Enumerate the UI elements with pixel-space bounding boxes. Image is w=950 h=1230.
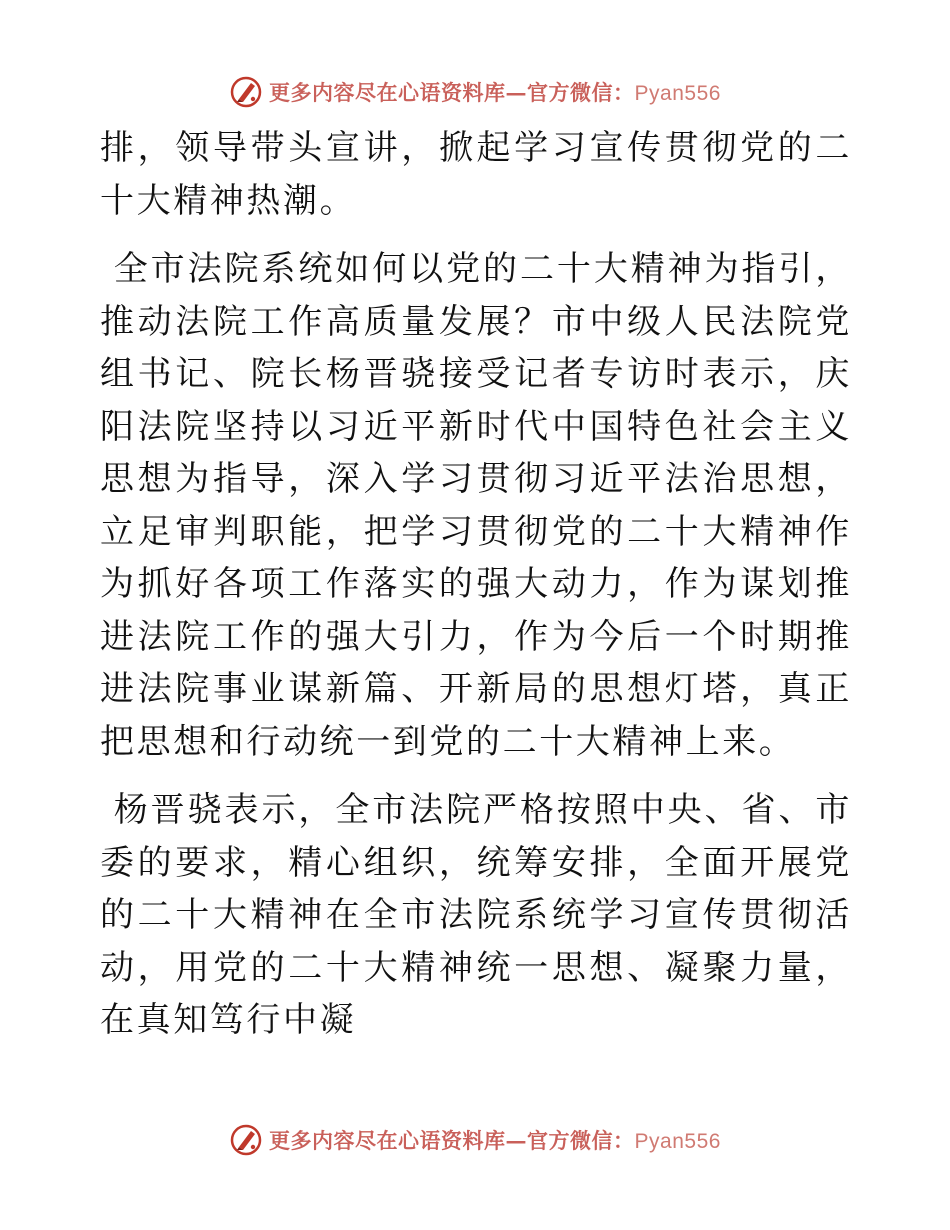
watermark-text [269,1125,721,1155]
pen-logo-icon [229,75,263,109]
pen-logo-icon [229,1123,263,1157]
watermark-text [269,77,721,107]
watermark-wechat-label: 官方微信： [527,80,635,105]
watermark-dash: — [505,80,528,105]
paragraph-3: 杨晋骁表示，全市法院严格按照中央、省、市委的要求，精心组织，统筹安排，全面开展党的二十大精神在全市法院系统学习宣传贯彻活动，用党的二十大精神统一思想、凝聚力量，在真知笃行中凝 [100,790,852,1040]
paragraph-2: 全市法院系统如何以党的二十大精神为指引，推动法院工作高质量发展？市中级人民法院党组书记、院长杨晋骁接受记者专访时表示，庆阳法院坚持以习近平新时代中国特色社会主义思想为指导，深入学习贯彻习近平法治思想，立足审判职能，把学习贯彻党的二十大精神作为抓好各项工作落实的强大动力，作为谋划推进法院工作的强大引力，作为今后一个时期推进法院事业谋新篇、开新局的思想灯塔，真正把思想和行动统一到党的二十大精神上来。 [100,249,852,762]
footer-watermark-banner [0,1118,950,1162]
header-watermark-banner [0,70,950,114]
watermark-wechat-label: 官方微信： [527,1128,635,1153]
document-body [100,122,852,1047]
watermark-wechat-id: Pyan556 [634,82,721,105]
watermark-dash: — [505,1128,528,1153]
watermark-site-text: 更多内容尽在心语资料库 [269,80,506,105]
paragraph-1: 排，领导带头宣讲，掀起学习宣传贯彻党的二十大精神热潮。 [100,128,852,221]
watermark-wechat-id: Pyan556 [634,1130,721,1153]
watermark-site-text: 更多内容尽在心语资料库 [269,1128,506,1153]
